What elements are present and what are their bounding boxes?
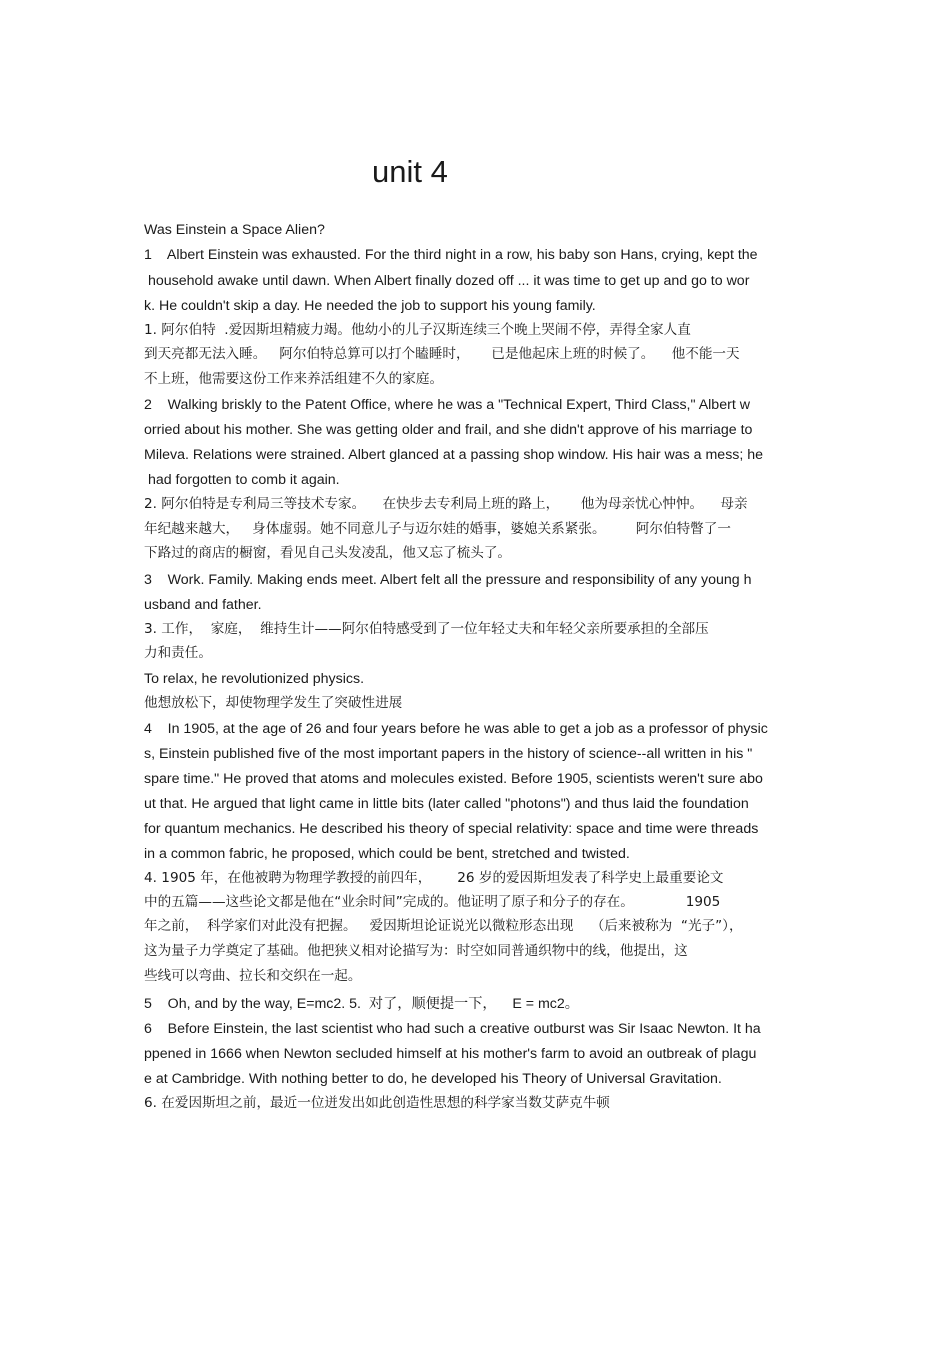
translation-4-line-3: 年之前， 科学家们对此没有把握。 爱因斯坦论证说光以微粒形态出现 （后来被称为 “光子”）， <box>144 918 743 934</box>
paragraph-3-line-2: usband and father. <box>144 597 262 613</box>
translation-1-line-1: 1. 阿尔伯特 .爱因斯坦精疲力竭。他幼小的儿子汉斯连续三个晚上哭闹不停，弄得全家人直 <box>144 322 691 338</box>
translation-1-line-3: 不上班，他需要这份工作来养活组建不久的家庭。 <box>144 371 444 387</box>
paragraph-6-line-3: e at Cambridge. With nothing better to do, he developed his Theory of Universal Gravitation. <box>144 1071 722 1087</box>
paragraph-4-line-6: in a common fabric, he proposed, which could be bent, stretched and twisted. <box>144 846 630 862</box>
translation-6-line-1: 6. 在爱因斯坦之前，最近一位迸发出如此创造性思想的科学家当数艾萨克牛顿 <box>144 1095 610 1111</box>
translation-4-line-1: 4. 1905 年，在他被聘为物理学教授的前四年， 26 岁的爱因斯坦发表了科学史上最重要论文 <box>144 870 724 886</box>
paragraph-2-line-2: orried about his mother. She was getting older and frail, and she didn't approve of his marriage to <box>144 422 753 438</box>
translation-1-line-2: 到天亮都无法入睡。 阿尔伯特总算可以打个瞌睡时， 已是他起床上班的时候了。 他不能一天 <box>144 346 740 362</box>
page-title: unit 4 <box>372 154 448 189</box>
translation-4-line-4: 这为量子力学奠定了基础。他把狭义相对论描写为：时空如同普通织物中的线，他提出，这 <box>144 943 688 959</box>
paragraph-4-line-5: for quantum mechanics. He described his theory of special relativity: space and time were threads <box>144 821 759 837</box>
paragraph-1-line-2: household awake until dawn. When Albert finally dozed off ... it was time to get up and go to wor <box>144 273 750 289</box>
paragraph-2-line-3: Mileva. Relations were strained. Albert glanced at a passing shop window. His hair was a mess; he <box>144 447 764 463</box>
translation-4-line-5: 些线可以弯曲、拉长和交织在一起。 <box>144 968 362 984</box>
subheading-line: To relax, he revolutionized physics. <box>144 671 365 687</box>
translation-4-line-2: 中的五篇——这些论文都是他在“业余时间”完成的。他证明了原子和分子的存在。 1905 <box>144 894 721 910</box>
paragraph-4-line-2: s, Einstein published five of the most important papers in the history of science--all written in his " <box>144 746 753 762</box>
paragraph-1-line-3: k. He couldn't skip a day. He needed the job to support his young family. <box>144 298 596 314</box>
translation-2-line-3: 下路过的商店的橱窗，看见自己头发凌乱，他又忘了梳头了。 <box>144 545 512 561</box>
paragraph-1-line-1: 1 Albert Einstein was exhausted. For the third night in a row, his baby son Hans, crying, kept the <box>144 247 758 263</box>
translation-3-line-2: 力和责任。 <box>144 645 212 661</box>
paragraph-4-line-1: 4 In 1905, at the age of 26 and four years before he was able to get a job as a professor of physic <box>144 721 768 737</box>
paragraph-2-line-1: 2 Walking briskly to the Patent Office, where he was a "Technical Expert, Third Class," Albert w <box>144 397 750 413</box>
translation-2-line-2: 年纪越来越大， 身体虚弱。她不同意儿子与迈尔娃的婚事，婆媳关系紧张。 阿尔伯特瞥了一 <box>144 521 731 537</box>
paragraph-6-line-1: 6 Before Einstein, the last scientist who had such a creative outburst was Sir Isaac Newton. It ha <box>144 1021 761 1037</box>
paragraph-4-line-4: ut that. He argued that light came in little bits (later called "photons") and thus laid the foundation <box>144 796 749 812</box>
subheading-translation: 他想放松下，却使物理学发生了突破性进展 <box>144 695 403 711</box>
paragraph-2-line-4: had forgotten to comb it again. <box>144 472 340 488</box>
paragraph-4-line-3: spare time." He proved that atoms and molecules existed. Before 1905, scientists weren't sure abo <box>144 771 763 787</box>
essay-title: Was Einstein a Space Alien? <box>144 222 325 238</box>
paragraph-5-line-1: 5 Oh, and by the way, E=mc2. 5. 对了，顺便提一下， E = mc2。 <box>144 996 579 1012</box>
paragraph-3-line-1: 3 Work. Family. Making ends meet. Albert felt all the pressure and responsibility of any young h <box>144 572 752 588</box>
paragraph-6-line-2: ppened in 1666 when Newton secluded himself at his mother's farm to avoid an outbreak of plagu <box>144 1046 757 1062</box>
translation-2-line-1: 2. 阿尔伯特是专利局三等技术专家。 在快步去专利局上班的路上， 他为母亲忧心忡忡。 母亲 <box>144 496 748 512</box>
translation-3-line-1: 3. 工作， 家庭， 维持生计——阿尔伯特感受到了一位年轻丈夫和年轻父亲所要承担的全部压 <box>144 621 709 637</box>
